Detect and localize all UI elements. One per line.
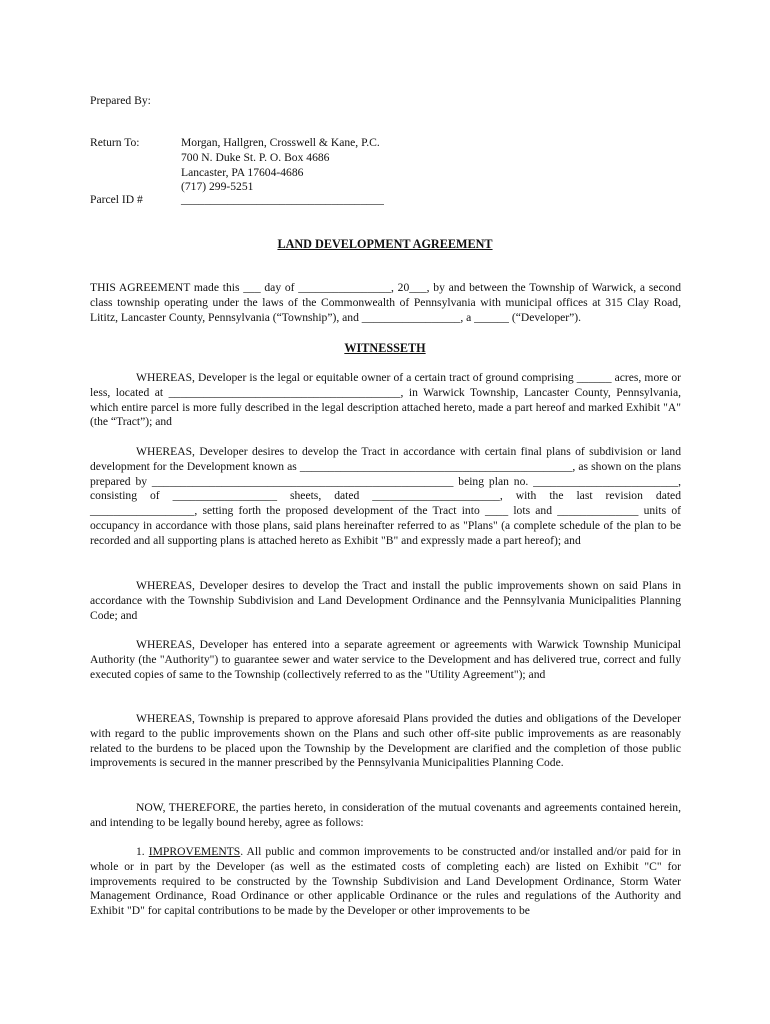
parcel-id-label: Parcel ID # — [90, 193, 143, 206]
now-therefore-text: NOW, THEREFORE, the parties hereto, in consideration of the mutual covenants and agreements contained herein, and intending to be legally bound hereby, agree as follows: — [90, 801, 681, 829]
address-line: (717) 299-5251 — [181, 180, 254, 194]
section-1-paragraph — [90, 845, 681, 919]
whereas-text: WHEREAS, Developer desires to develop the Tract and install the public improvements shown on said Plans in accordance with the Township Subdivision and Land Development Ordinance and the Pennsylvania Municipalities Planning Code; and — [90, 579, 681, 622]
section-number: 1. — [136, 845, 145, 858]
prepared-by-label: Prepared By: — [90, 94, 151, 107]
whereas-paragraph — [90, 638, 681, 682]
address-line: Lancaster, PA 17604-4686 — [181, 165, 304, 179]
whereas-text: WHEREAS, Township is prepared to approve aforesaid Plans provided the duties and obligations of the Developer with regard to the public improvements shown on the Plans and such other off-site public improvements as are reasonably related to the burdens to be placed upon the Township by the Development are clarified and the completion of those public improvements is secured in the manner prescribed by the Pennsylvania Municipalities Planning Code. — [90, 712, 681, 770]
address-line: Morgan, Hallgren, Crosswell & Kane, P.C. — [181, 136, 380, 149]
section-1-text — [90, 845, 681, 919]
whereas-paragraph — [90, 445, 681, 549]
section-body: . All public and common improvements to be constructed and/or installed and/or paid for in whole or in part by the Developer (as well as the estimated costs of completing each) are listed on Exhibit "C" for improvements required to be constructed by the Township Subdivision and Land Development Ordinance, Storm Water Management Ordinance, Road Ordinance or other applicable Ordinance or the rules and regulations of the Authority and Exhibit "D" for capital contributions to be made by the Developer or other improvements to be — [90, 845, 681, 918]
intro-paragraph — [90, 281, 681, 325]
now-therefore-paragraph — [90, 801, 681, 831]
whereas-paragraph — [90, 712, 681, 771]
section-heading: IMPROVEMENTS — [148, 845, 241, 858]
whereas-text: WHEREAS, Developer is the legal or equitable owner of a certain tract of ground comprising ______ acres, more or less, located at ________________________________________, in Warwick Township, Lancaster County, Pennsylvania, which entire parcel is more fully described in the legal description attached hereto, made a part hereof and marked Exhibit "A" (the “Tract”); and — [90, 371, 681, 429]
document-title: LAND DEVELOPMENT AGREEMENT — [277, 237, 493, 251]
whereas-paragraph — [90, 579, 681, 623]
return-address — [181, 136, 380, 195]
return-to-label: Return To: — [90, 136, 140, 149]
intro-text: THIS AGREEMENT made this ___ day of ________________, 20___, by and between the Township of Warwick, a second class township operating under the laws of the Commonwealth of Pennsylvania with municipal offices at 315 Clay Road, Lititz, Lancaster County, Pennsylvania (“Township”), and _________________, a ______ (“Developer”). — [90, 281, 681, 324]
witnesseth-heading: WITNESSETH — [344, 341, 426, 355]
address-line: 700 N. Duke St. P. O. Box 4686 — [181, 150, 330, 164]
whereas-paragraph — [90, 371, 681, 430]
parcel-id-blank: ___________________________________ — [181, 193, 384, 206]
whereas-text: WHEREAS, Developer desires to develop the Tract in accordance with certain final plans of subdivision or land development for the Development known as _______________________________________________, as shown on the plans prepared by ____________________________________________________ being plan no. _________________________, consisting of __________________ sheets, dated ______________________, with the last revision dated __________________, setting forth the proposed development of the Tract into ____ lots and ______________ units of occupancy in accordance with those plans, said plans hereinafter referred to as "Plans" (a complete schedule of the plan to be recorded and all supporting plans is attached hereto as Exhibit "B" and expressly made a part hereof); and — [90, 445, 681, 547]
whereas-text: WHEREAS, Developer has entered into a separate agreement or agreements with Warwick Township Municipal Authority (the "Authority") to guarantee sewer and water service to the Development and has delivered true, correct and fully executed copies of same to the Township (collectively referred to as the "Utility Agreement"); and — [90, 638, 681, 681]
